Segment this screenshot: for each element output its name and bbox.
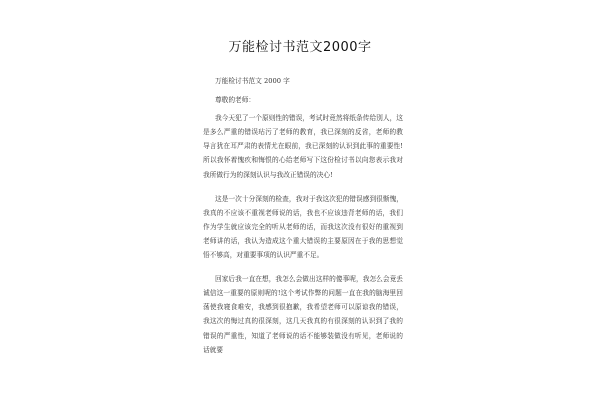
document-title: 万能检讨书范文2000字 <box>228 40 372 55</box>
body-paragraph-1: 我今天犯了一个原则性的错误，考试时竟然将纸条传给别人，这是多么严重的错误玷污了老师的教育，我已深刻的反省，老师的教导言犹在耳严肃的表情尤在眼前，我已深刻的认识到此事的重要性!所以我怀着愧疚和悔恨的心给老师写下这份检讨书以向您表示我对我所做行为的深刻认识与我改正错误的决心! <box>203 114 403 179</box>
document-body <box>203 74 403 357</box>
greeting-line: 尊敬的老师： <box>215 96 256 105</box>
document-subtitle: 万能检讨书范文 2000 字 <box>215 77 290 85</box>
body-paragraph-2: 这是一次十分深刻的检查，我对于我这次犯的错误感到很惭愧，我真的不应该不重视老师说的话，我也不应该违背老师的话，我们作为学生就应该完全的听从老师的话，而我这次没有很好的重视到老师讲的话，我认为造成这个重大错误的主要原因在于我的思想觉悟不够高，对重要事项的认识严重不足。 <box>203 194 403 260</box>
body-paragraph-3: 回家后我一直在想，我怎么会做出这样的傻事呢，我怎么会竟丢诚信这一重要的原则呢的!这个考试作弊的问题一直在我的脑海里回荡使我寝食难安，我感到很抱歉，我希望老师可以原谅我的错误，我这次的悔过真的很深刻，这几天我真的有很深刻的认识到了我的错误的严重性，知道了老师说的话不能够装做没有听见，老师说的话就要 <box>203 275 403 354</box>
